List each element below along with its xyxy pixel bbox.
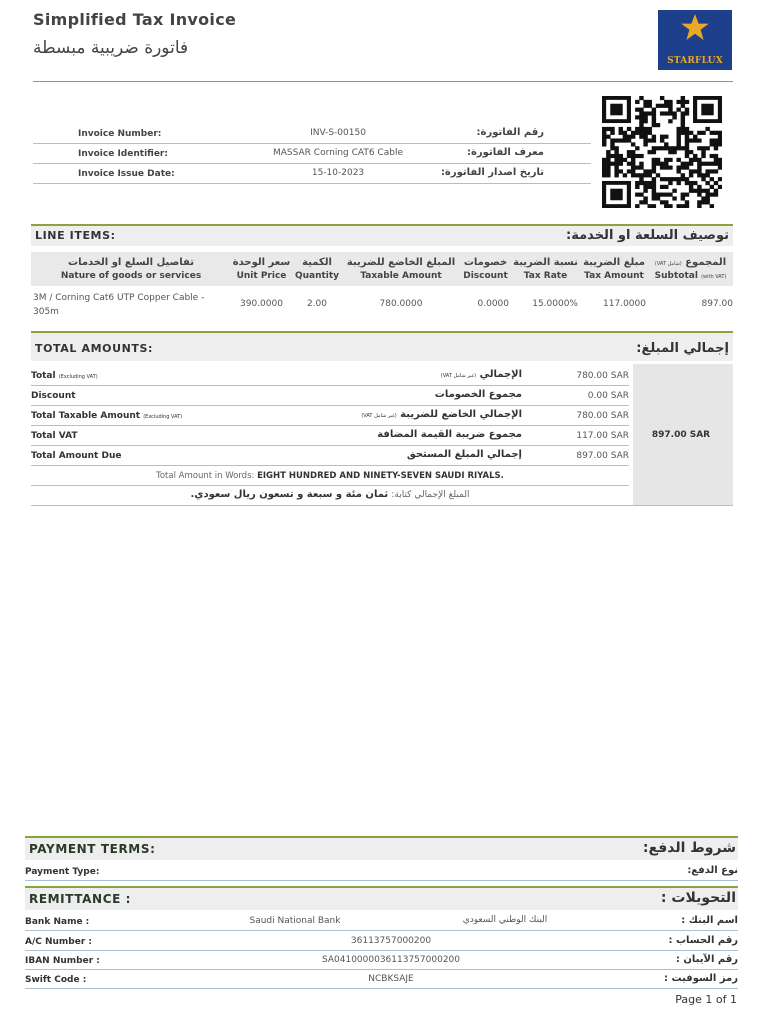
star-icon xyxy=(680,13,710,43)
column-header-discount xyxy=(460,252,511,286)
total-amounts-title: TOTAL AMOUNTS: xyxy=(35,342,154,355)
column-header-subtotal xyxy=(648,252,733,286)
amount-in-words-ar-value: ثمان مئة و سبعة و تسعون ريال سعودي. xyxy=(190,489,389,500)
swift-label-ar: رمز السوفيت : xyxy=(664,973,738,984)
iban-label: IBAN Number : xyxy=(25,956,100,966)
payment-type-label-ar: نوع الدفع: xyxy=(687,865,738,876)
invoice-number-row xyxy=(33,124,591,144)
total-amount: 780.00 SAR xyxy=(576,371,629,381)
total-row xyxy=(31,366,629,386)
column-quantity-en: Quantity xyxy=(294,271,340,281)
bank-name-label-ar: اسم البنك : xyxy=(681,915,738,926)
amount-in-words-en-value: EIGHT HUNDRED AND NINETY-SEVEN SAUDI RIYALS. xyxy=(257,471,504,481)
line-items-title: LINE ITEMS: xyxy=(35,229,116,242)
column-subtotal-ar-text: المجموع xyxy=(685,257,727,268)
swift-label: Swift Code : xyxy=(25,975,87,985)
total-amounts-header xyxy=(31,331,733,361)
bank-name-label: Bank Name : xyxy=(25,917,90,927)
column-header-quantity xyxy=(292,252,342,286)
line-item-tax-amount: 117.0000 xyxy=(603,299,646,309)
taxable-total-row xyxy=(31,406,629,426)
discount-row xyxy=(31,386,629,406)
invoice-date-value: 15-10-2023 xyxy=(311,168,365,178)
invoice-title-ar: فاتورة ضريبية مبسطة xyxy=(33,38,189,58)
amount-due-label-ar: إجمالي المبلغ المستحق xyxy=(406,449,522,460)
column-description-en: Nature of goods or services xyxy=(60,271,202,281)
grand-total-value: 897.00 SAR xyxy=(651,430,711,440)
bank-name-value: Saudi National Bank xyxy=(249,916,341,926)
taxable-total-label-ar-text: الإجمالي الخاضع للضريبة xyxy=(400,409,522,420)
payment-type-row xyxy=(25,862,738,881)
swift-row xyxy=(25,970,738,989)
logo-wordmark: STARFLUX xyxy=(667,56,723,66)
amount-in-words-en-row xyxy=(31,466,629,486)
total-label-note: (Excluding VAT) xyxy=(58,374,98,380)
line-item-quantity: 2.00 xyxy=(306,299,328,309)
payment-terms-title-ar: شروط الدفع: xyxy=(642,840,736,856)
line-item-discount: 0.0000 xyxy=(477,299,509,309)
total-vat-amount: 117.00 SAR xyxy=(576,431,629,441)
column-tax-rate-ar: نسبة الضريبة xyxy=(513,257,578,268)
column-subtotal-en-note: (with VAT) xyxy=(701,274,727,280)
discount-label: Discount xyxy=(31,391,76,401)
amount-due-amount: 897.00 SAR xyxy=(576,451,629,461)
line-items-header xyxy=(31,224,733,246)
totals-divider xyxy=(31,505,733,506)
invoice-identifier-value: MASSAR Corning CAT6 Cable xyxy=(273,148,403,158)
taxable-total-label-ar xyxy=(361,409,522,420)
taxable-total-label-text: Total Taxable Amount xyxy=(31,411,141,421)
invoice-number-value: INV-S-00150 xyxy=(310,128,366,138)
payment-terms-title: PAYMENT TERMS: xyxy=(29,842,156,856)
total-vat-label-ar: مجموع ضريبة القيمة المضافة xyxy=(377,429,522,440)
column-unit-price-ar: سعر الوحدة xyxy=(232,257,291,268)
column-unit-price-en: Unit Price xyxy=(236,271,287,281)
taxable-total-note: (Excluding VAT) xyxy=(143,414,183,420)
column-description-ar: تفاصيل السلع او الخدمات xyxy=(68,257,194,268)
column-header-unit-price xyxy=(231,252,292,286)
account-number-value: 36113757000200 xyxy=(350,936,432,946)
column-quantity-ar: الكمية xyxy=(302,257,332,268)
swift-value: NCBKSAJE xyxy=(368,974,414,984)
total-vat-label: Total VAT xyxy=(31,431,78,441)
qr-code xyxy=(602,96,722,208)
taxable-total-amount: 780.00 SAR xyxy=(576,411,629,421)
total-vat-row xyxy=(31,426,629,446)
account-number-label: A/C Number : xyxy=(25,937,93,947)
iban-label-ar: رقم الآيبان : xyxy=(675,954,738,965)
amount-in-words-en xyxy=(31,471,629,481)
taxable-total-label xyxy=(31,411,182,421)
remittance-title: REMITTANCE : xyxy=(29,892,132,906)
total-label xyxy=(31,371,98,381)
line-item-tax-rate: 15.0000% xyxy=(532,299,578,309)
remittance-title-ar: التحويلات : xyxy=(660,890,736,906)
amount-in-words-en-label: Total Amount in Words: xyxy=(156,471,255,481)
amount-in-words-ar xyxy=(31,489,629,500)
invoice-date-label: Invoice Issue Date: xyxy=(78,169,175,179)
iban-value: SA0410000036113757000200 xyxy=(321,955,460,965)
line-item-subtotal: 897.00 xyxy=(701,299,733,309)
column-subtotal-en-text: Subtotal xyxy=(654,271,698,281)
column-tax-rate-en: Tax Rate xyxy=(523,271,568,281)
grand-total-box xyxy=(633,364,733,506)
invoice-identifier-label: Invoice Identifier: xyxy=(78,149,168,159)
invoice-number-label-ar: رقم الفاتورة: xyxy=(476,127,544,138)
line-item-description: 3M / Corning Cat6 UTP Copper Cable - 305m xyxy=(33,293,205,317)
invoice-date-label-ar: تاريخ اصدار الفاتورة: xyxy=(440,167,544,178)
column-discount-en: Discount xyxy=(463,271,508,281)
amount-in-words-ar-row xyxy=(31,486,629,506)
total-label-ar xyxy=(441,369,522,380)
bank-name-row xyxy=(25,912,738,931)
amount-due-row xyxy=(31,446,629,466)
payment-type-label: Payment Type: xyxy=(25,867,100,877)
header-divider xyxy=(33,81,733,82)
account-number-label-ar: رقم الحساب : xyxy=(668,935,738,946)
discount-label-ar: مجموع الخصومات xyxy=(434,389,522,400)
column-subtotal-ar xyxy=(648,252,733,268)
total-label-ar-text: الإجمالي xyxy=(479,369,522,380)
column-discount-ar: خصومات xyxy=(463,257,508,268)
column-header-tax-amount xyxy=(580,252,648,286)
iban-row xyxy=(25,951,738,970)
invoice-identifier-label-ar: معرف الفاتورة: xyxy=(467,147,544,158)
account-number-row xyxy=(25,932,738,951)
qr-code-image xyxy=(602,96,722,208)
payment-terms-header xyxy=(25,836,738,860)
column-subtotal-ar-note: (شامل VAT) xyxy=(654,261,682,267)
total-label-text: Total xyxy=(31,371,56,381)
column-tax-amount-en: Tax Amount xyxy=(584,271,644,281)
invoice-identifier-row xyxy=(33,144,591,164)
column-tax-amount-ar: مبلغ الضريبة xyxy=(583,257,645,268)
page-number: Page 1 of 1 xyxy=(675,993,737,1006)
amount-in-words-ar-label: المبلغ الإجمالي كتابة: xyxy=(391,490,470,500)
column-taxable-en: Taxable Amount xyxy=(360,271,442,281)
line-item-taxable-amount: 780.0000 xyxy=(379,299,423,309)
amount-due-label: Total Amount Due xyxy=(31,451,122,461)
column-subtotal-en xyxy=(648,268,733,281)
discount-amount: 0.00 SAR xyxy=(587,391,629,401)
taxable-total-ar-note: (غير شامل VAT) xyxy=(361,413,397,419)
total-amounts-title-ar: إجمالي المبلغ: xyxy=(636,341,729,356)
invoice-date-row xyxy=(33,164,591,184)
column-header-taxable-amount xyxy=(342,252,460,286)
company-logo xyxy=(658,10,732,70)
invoice-title-en: Simplified Tax Invoice xyxy=(33,10,237,29)
line-items-title-ar: توصيف السلعة او الخدمة: xyxy=(566,228,729,243)
column-header-tax-rate xyxy=(511,252,580,286)
column-header-description xyxy=(31,252,231,286)
invoice-number-label: Invoice Number: xyxy=(78,129,162,139)
total-label-ar-note: (غير شامل VAT) xyxy=(440,373,477,379)
column-taxable-ar: المبلغ الخاضع للضريبة xyxy=(346,257,456,268)
bank-name-value-ar: البنك الوطني السعودي xyxy=(462,915,548,925)
remittance-header xyxy=(25,886,738,910)
line-item-unit-price: 390.0000 xyxy=(240,299,283,309)
